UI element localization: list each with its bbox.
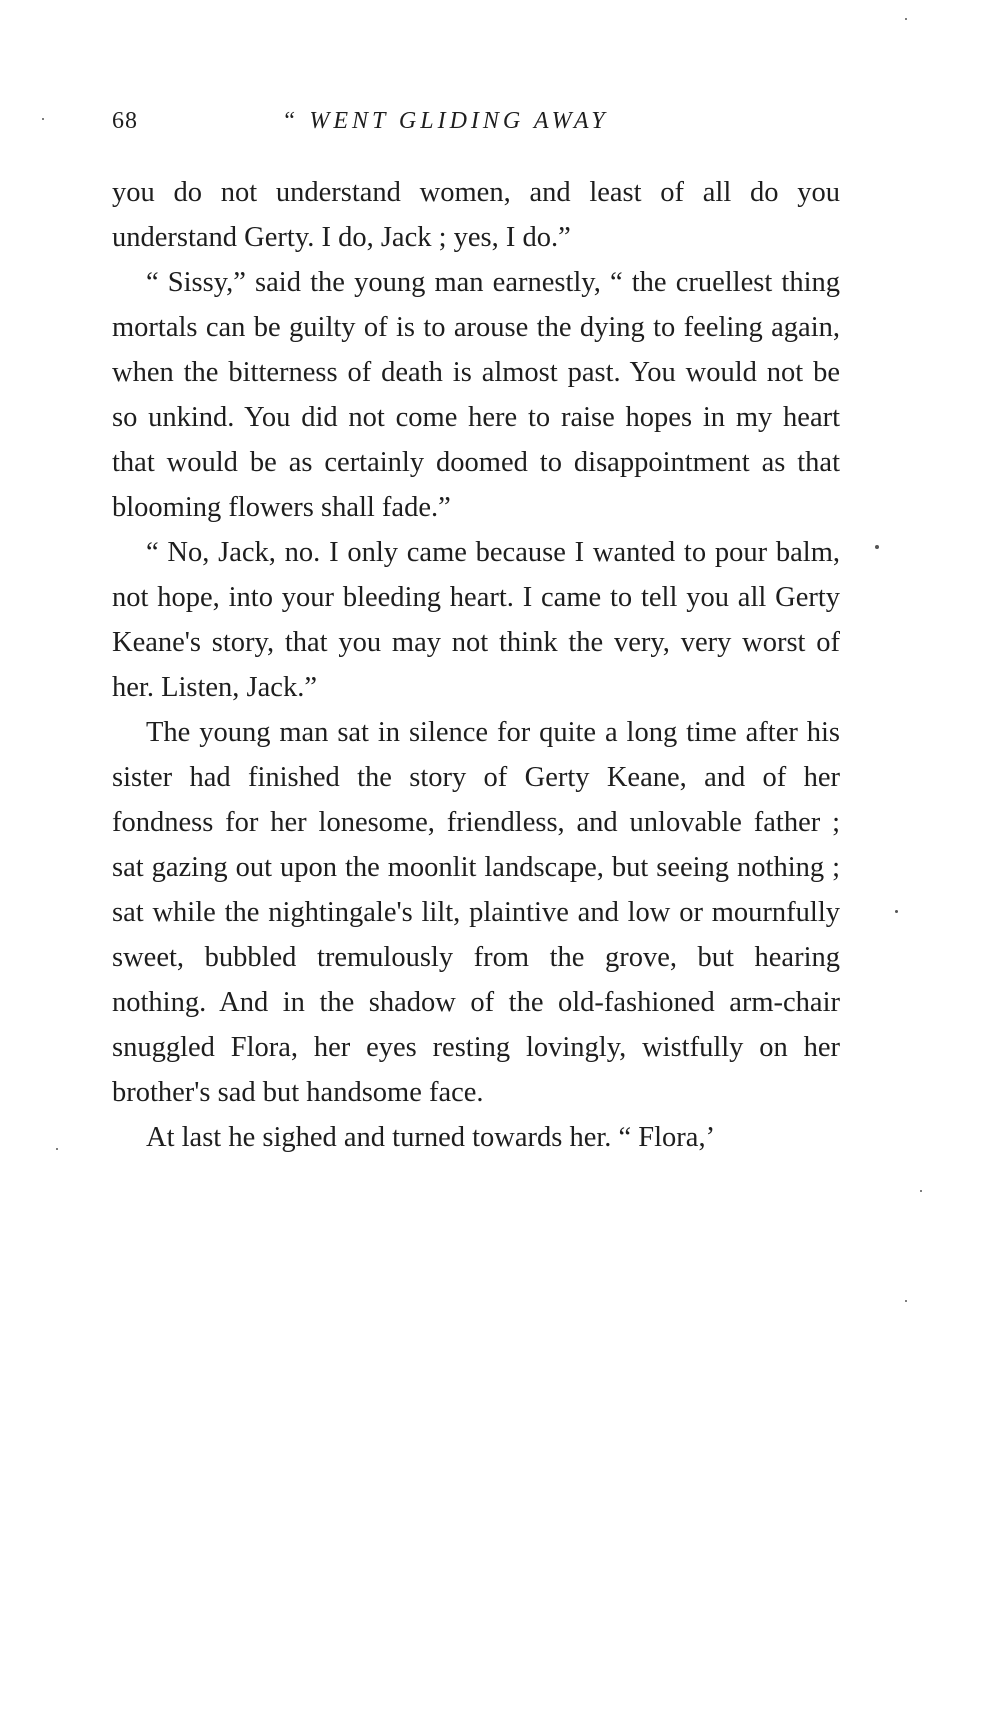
scan-speck	[920, 1190, 922, 1192]
scan-speck	[895, 910, 898, 913]
scan-speck	[905, 1300, 907, 1302]
scan-speck	[42, 118, 44, 120]
page-body	[112, 170, 840, 1160]
page-number: 68	[112, 108, 138, 134]
running-head: “ WENT GLIDING AWAY	[282, 108, 609, 134]
paragraph-5: At last he sighed and turned towards her. “ Flora,’	[146, 1122, 716, 1153]
scan-speck	[56, 1148, 58, 1150]
paragraph-3: “ No, Jack, no. I only came because I wanted to pour balm, not hope, into your bleeding heart. I came to tell you all Gerty Keane's story, that you may not think the very, very worst of her. Listen, Jack.”	[112, 537, 840, 703]
paragraph-4: The young man sat in silence for quite a long time after his sister had finished the story of Gerty Keane, and of her fondness for her lonesome, friendless, and unlovable father ; sat gazing out upon the moonlit landscape, but seeing nothing ; sat while the nightingale's lilt, plaintive and low or mournfully sweet, bubbled tremulously from the grove, but hearing nothing. And in the shadow of the old-fashioned arm-chair snuggled Flora, her eyes resting lovingly, wistfully on her brother's sad but handsome face.	[112, 717, 840, 1108]
page-header	[0, 108, 1000, 148]
scan-speck	[905, 18, 907, 20]
paragraph-1: you do not understand women, and least of all do you understand Gerty. I do, Jack ; yes, I do.”	[112, 177, 840, 253]
scan-speck	[875, 545, 879, 549]
paragraph-2: “ Sissy,” said the young man earnestly, “ the cruellest thing mortals can be guilty of is to arouse the dying to feeling again, when the bitterness of death is almost past. You would not be so unkind. You did not come here to raise hopes in my heart that would be as certainly doomed to disappointment as that blooming flowers shall fade.”	[112, 267, 840, 523]
